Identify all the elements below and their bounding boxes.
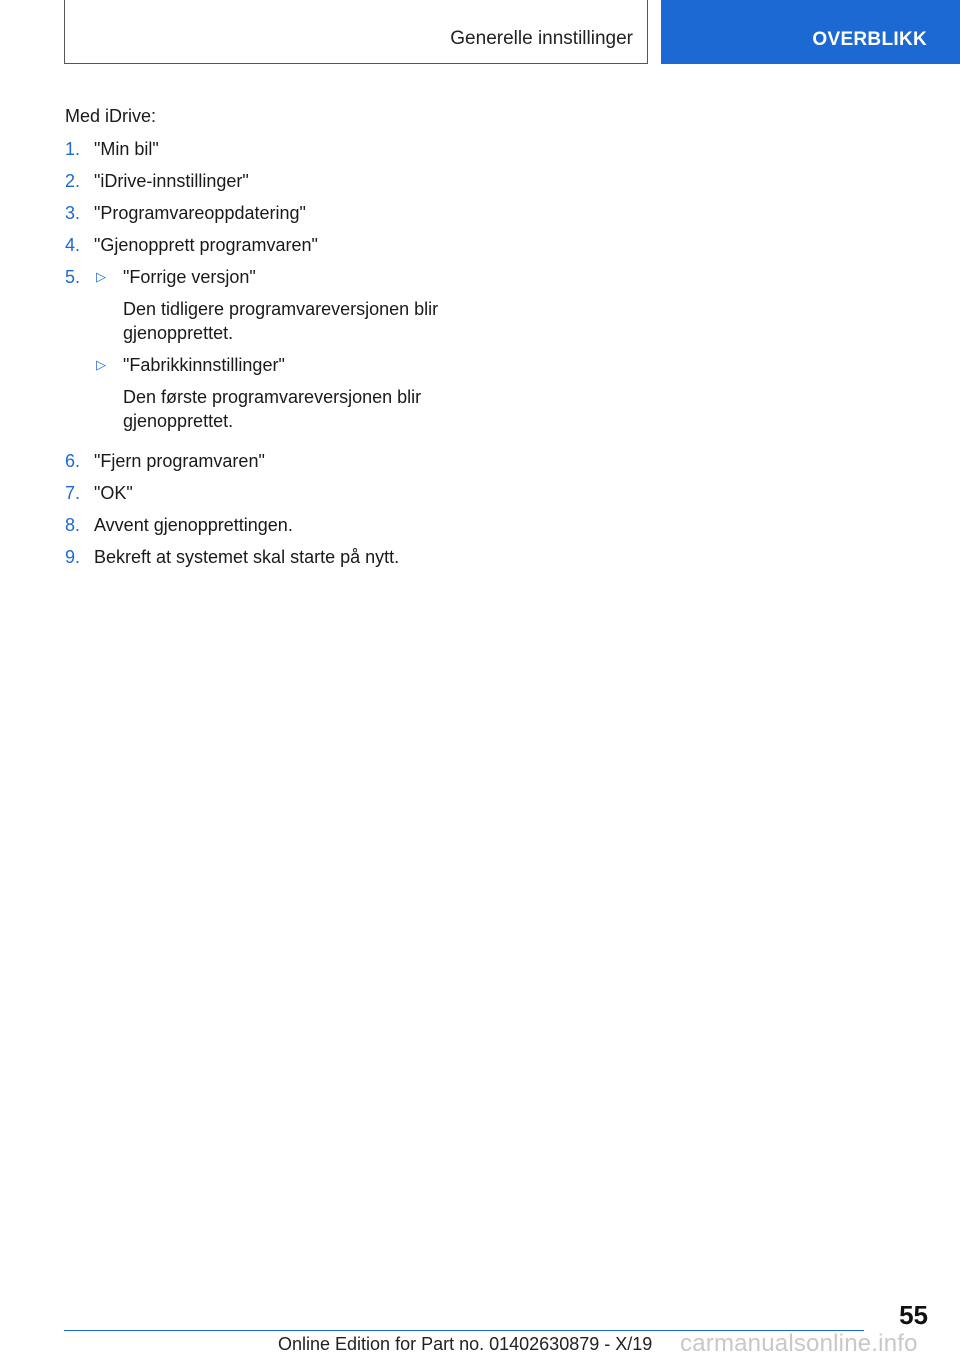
list-item <box>65 265 485 441</box>
watermark: carmanualsonline.info <box>680 1330 918 1357</box>
step-number: 5. <box>65 267 81 287</box>
sub-list <box>94 265 485 441</box>
steps-list <box>65 137 485 569</box>
step-number: 3. <box>65 203 81 223</box>
step-number: 6. <box>65 451 81 471</box>
header-section-box <box>64 0 648 64</box>
sub-list-item <box>94 265 485 345</box>
intro-text: Med iDrive: <box>65 106 157 126</box>
step-number: 8. <box>65 515 81 535</box>
list-item <box>65 233 485 257</box>
sub-item-description: Den tidligere programvareversjonen blir gjenopprettet. <box>123 299 439 343</box>
chapter-label: OVERBLIKK <box>812 29 927 50</box>
page-number: 55 <box>899 1300 928 1330</box>
triangle-bullet-icon: ▷ <box>96 269 106 284</box>
step-number: 4. <box>65 235 81 255</box>
step-number: 9. <box>65 547 81 567</box>
triangle-bullet-icon: ▷ <box>96 357 106 372</box>
edition-text: Online Edition for Part no. 01402630879 - X/19 <box>278 1334 653 1354</box>
list-item <box>65 169 485 193</box>
step-text: Avvent gjenopprettingen. <box>94 515 293 535</box>
step-text: "Min bil" <box>94 139 159 159</box>
step-text: "iDrive-innstillinger" <box>94 171 249 191</box>
step-text: "Fjern programvaren" <box>94 451 265 471</box>
list-item <box>65 513 485 537</box>
sub-item-description: Den første programvareversjonen blir gjenopprettet. <box>123 387 422 431</box>
step-text: "Gjenopprett programvaren" <box>94 235 318 255</box>
list-item <box>65 449 485 473</box>
list-item <box>65 545 485 569</box>
list-item <box>65 201 485 225</box>
list-item <box>65 481 485 505</box>
sub-item-title: "Forrige versjon" <box>123 267 256 287</box>
sub-item-title: "Fabrikkinnstillinger" <box>123 355 285 375</box>
step-number: 7. <box>65 483 81 503</box>
chapter-tab[interactable] <box>661 0 960 64</box>
section-title: Generelle innstillinger <box>450 28 633 49</box>
sub-list-item <box>94 353 485 433</box>
step-text: "Programvareoppdatering" <box>94 203 306 223</box>
step-number: 2. <box>65 171 81 191</box>
step-text: Bekreft at systemet skal starte på nytt. <box>94 547 400 567</box>
step-text: "OK" <box>94 483 133 503</box>
list-item <box>65 137 485 161</box>
main-content <box>65 104 485 577</box>
step-number: 1. <box>65 139 81 159</box>
